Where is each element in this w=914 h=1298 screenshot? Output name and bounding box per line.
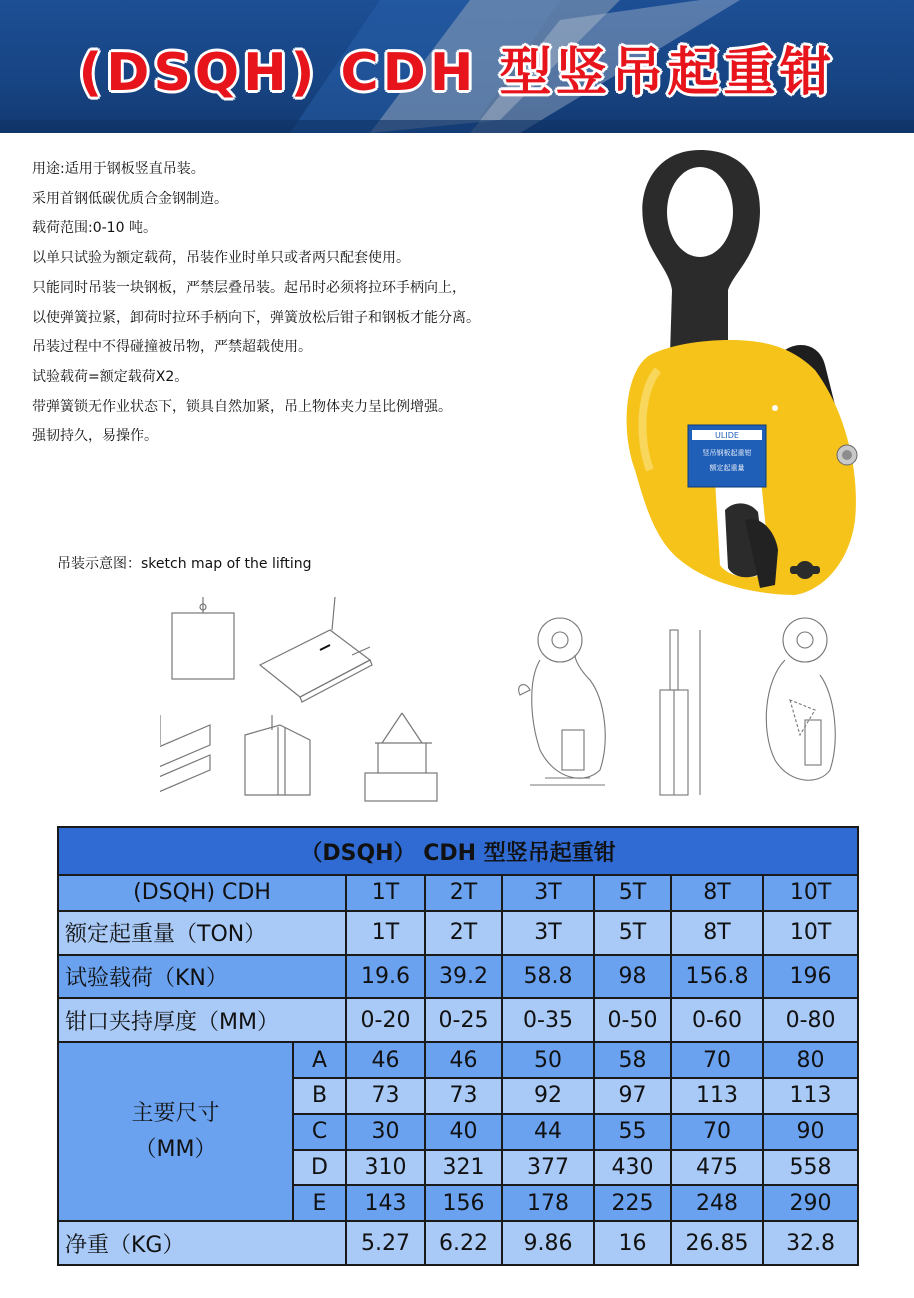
table-cell: 0-80	[763, 998, 858, 1042]
table-cell: 44	[502, 1114, 594, 1150]
table-cell: 10T	[763, 875, 858, 911]
description-line: 载荷范围:0-10 吨。	[32, 220, 157, 237]
dimension-label-line: 主要尺寸	[131, 1100, 220, 1126]
table-cell: 46	[346, 1042, 425, 1078]
description-line: 吊装过程中不得碰撞被吊物，严禁超载使用。	[32, 339, 312, 356]
table-cell: 6.22	[425, 1221, 502, 1265]
table-cell: 1T	[346, 911, 425, 955]
description-line: 只能同时吊装一块钢板，严禁层叠吊装。起吊时必须将拉环手柄向上，	[32, 279, 466, 296]
dimension-key: A	[293, 1042, 346, 1078]
dimension-key: B	[293, 1078, 346, 1114]
table-cell: 97	[594, 1078, 671, 1114]
table-cell: 8T	[671, 875, 763, 911]
table-cell: 50	[502, 1042, 594, 1078]
table-cell: 58.8	[502, 955, 594, 999]
description-line: 用途:适用于钢板竖直吊装。	[32, 161, 205, 177]
table-cell: 310	[346, 1150, 425, 1186]
table-cell: 377	[502, 1150, 594, 1186]
table-cell: 0-25	[425, 998, 502, 1042]
lifting-sketches	[160, 585, 455, 810]
table-cell: 10T	[763, 911, 858, 955]
table-cell: 0-60	[671, 998, 763, 1042]
description-list	[32, 155, 592, 452]
table-cell: 321	[425, 1150, 502, 1186]
row-label: (DSQH) CDH	[58, 875, 346, 911]
row-label: 钳口夹持厚度（MM）	[58, 998, 346, 1042]
clamp-product-image	[610, 140, 875, 610]
table-cell: 196	[763, 955, 858, 999]
table-title: （DSQH） CDH 型竖吊起重钳	[58, 827, 858, 875]
table-cell: 92	[502, 1078, 594, 1114]
table-cell: 475	[671, 1150, 763, 1186]
dimension-key: E	[293, 1185, 346, 1221]
table-row	[58, 1221, 858, 1265]
table-cell: 5T	[594, 875, 671, 911]
row-label: 额定起重量（TON）	[58, 911, 346, 955]
table-cell: 3T	[502, 911, 594, 955]
table-cell: 1T	[346, 875, 425, 911]
table-cell: 225	[594, 1185, 671, 1221]
table-row	[58, 998, 858, 1042]
brand-label: ULIDE	[715, 431, 739, 440]
table-cell: 156	[425, 1185, 502, 1221]
table-cell: 30	[346, 1114, 425, 1150]
row-label: 净重（KG）	[58, 1221, 346, 1265]
table-cell: 70	[671, 1042, 763, 1078]
dimension-key: C	[293, 1114, 346, 1150]
table-cell: 26.85	[671, 1221, 763, 1265]
table-cell: 9.86	[502, 1221, 594, 1265]
technical-drawings	[500, 600, 860, 800]
dimension-key: D	[293, 1150, 346, 1186]
table-cell: 2T	[425, 875, 502, 911]
plate-label-2: 额定起重量	[709, 464, 745, 472]
description-line: 采用首钢低碳优质合金钢制造。	[32, 190, 228, 207]
dimension-label-unit: （MM）	[134, 1136, 217, 1162]
table-cell: 58	[594, 1042, 671, 1078]
table-cell: 32.8	[763, 1221, 858, 1265]
table-cell: 143	[346, 1185, 425, 1221]
table-cell: 5T	[594, 911, 671, 955]
description-line: 以单只试验为额定载荷，吊装作业时单只或者两只配套使用。	[32, 250, 410, 267]
table-cell: 0-20	[346, 998, 425, 1042]
table-cell: 39.2	[425, 955, 502, 999]
table-cell: 40	[425, 1114, 502, 1150]
dimension-label	[58, 1042, 293, 1221]
table-cell: 5.27	[346, 1221, 425, 1265]
sketch-label: 吊装示意图：sketch map of the lifting	[57, 556, 312, 572]
description-line: 试验载荷=额定载荷X2。	[32, 368, 189, 385]
table-cell: 16	[594, 1221, 671, 1265]
table-cell: 430	[594, 1150, 671, 1186]
table-cell: 73	[425, 1078, 502, 1114]
table-cell: 98	[594, 955, 671, 999]
table-cell: 178	[502, 1185, 594, 1221]
header-banner	[0, 0, 914, 133]
table-cell: 19.6	[346, 955, 425, 999]
table-cell: 558	[763, 1150, 858, 1186]
table-cell: 46	[425, 1042, 502, 1078]
table-cell: 80	[763, 1042, 858, 1078]
table-cell: 0-35	[502, 998, 594, 1042]
page-title: (DSQH) CDH 型竖吊起重钳	[78, 43, 836, 103]
table-cell: 113	[671, 1078, 763, 1114]
row-label: 试验载荷（KN）	[58, 955, 346, 999]
table-cell: 156.8	[671, 955, 763, 999]
spec-table	[57, 826, 859, 1266]
table-row	[58, 1042, 858, 1078]
description-line: 强韧持久，易操作。	[32, 428, 158, 445]
table-cell: 3T	[502, 875, 594, 911]
table-cell: 113	[763, 1078, 858, 1114]
table-row	[58, 955, 858, 999]
table-row	[58, 875, 858, 911]
table-cell: 55	[594, 1114, 671, 1150]
plate-label-1: 竖吊钢板起重钳	[702, 449, 752, 457]
table-cell: 73	[346, 1078, 425, 1114]
table-cell: 8T	[671, 911, 763, 955]
table-cell: 0-50	[594, 998, 671, 1042]
table-row	[58, 911, 858, 955]
description-line: 带弹簧锁无作业状态下，锁具自然加紧，吊上物体夹力呈比例增强。	[32, 398, 452, 415]
table-cell: 290	[763, 1185, 858, 1221]
table-cell: 90	[763, 1114, 858, 1150]
table-cell: 70	[671, 1114, 763, 1150]
table-cell: 248	[671, 1185, 763, 1221]
description-line: 以使弹簧拉紧，卸荷时拉环手柄向下，弹簧放松后钳子和钢板才能分离。	[32, 309, 480, 326]
table-cell: 2T	[425, 911, 502, 955]
